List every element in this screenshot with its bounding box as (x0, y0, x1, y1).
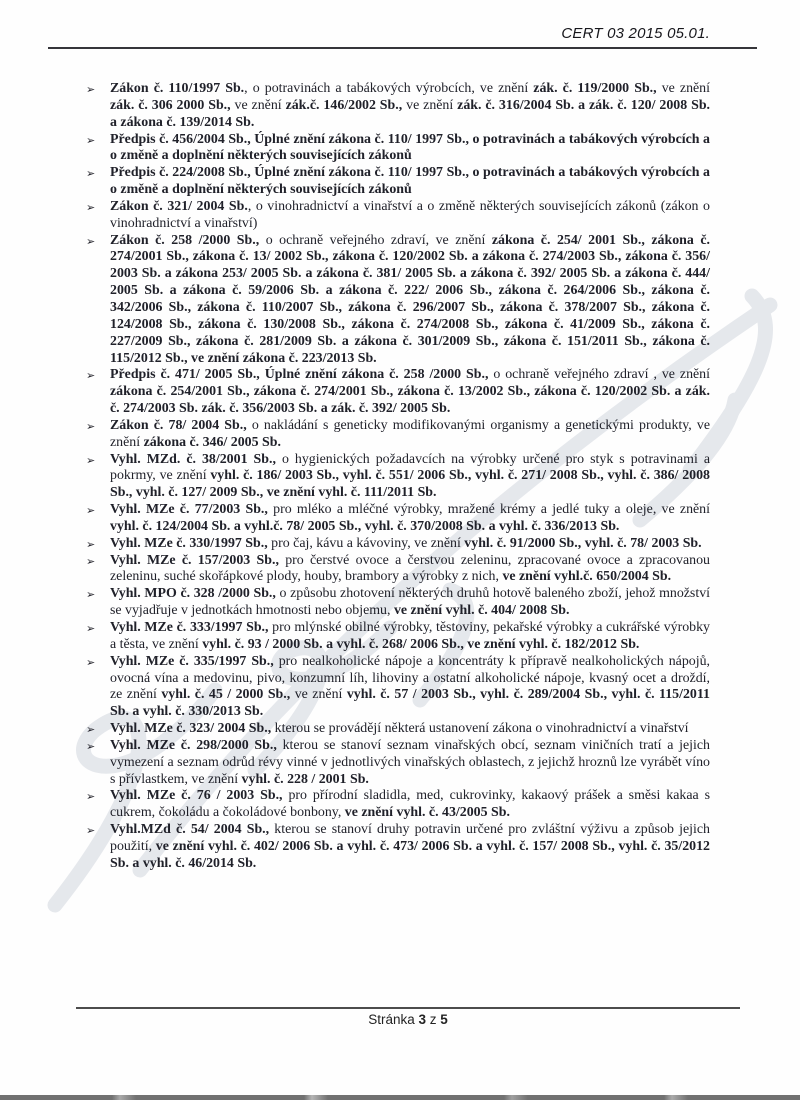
list-item-text: Vyhl. MZe č. 335/1997 Sb., pro nealkoholické nápoje a koncentráty k přípravě nealkoholických nápojů, ovocná vína a medovinu, pivo, konzumní líh, lihoviny a ostatní alkoholické nápoje, kvasný ocet a droždí, ze znění vyhl. č. 45 / 2000 Sb., ve znění vyhl. č. 57 / 2003 Sb., vyhl. č. 289/2004 Sb., vyhl. č. 115/2011 Sb. a vyhl. č. 330/2013 Sb. (110, 653, 710, 720)
list-item-text: Vyhl. MZe č. 157/2003 Sb., pro čerstvé ovoce a čerstvou zeleninu, zpracované ovoce a zpracovanou zeleninu, suché skořápkové plody, houby, brambory a výrobky z nich, ve znění vyhl.č. 650/2004 Sb. (110, 552, 711, 585)
list-item-text: Vyhl. MZe č. 330/1997 Sb., pro čaj, kávu a kávoviny, ve znění vyhl. č. 91/2000 Sb., vyhl. č. 78/ 2003 Sb. (110, 535, 702, 551)
bullet-arrow-icon: ➢ (86, 504, 96, 518)
footer-total-pages: 5 (440, 1012, 448, 1027)
list-item-text: Předpis č. 456/2004 Sb., Úplné znění zákona č. 110/ 1997 Sb., o potravinách a tabákových výrobcích a o změně a doplnění některých souvisejících zákonů (110, 131, 710, 164)
footer-page-label: Stránka (368, 1012, 415, 1027)
bullet-arrow-icon: ➢ (86, 588, 96, 602)
list-item (86, 586, 710, 620)
list-item-text: Vyhl. MZe č. 76 / 2003 Sb., pro přírodní sladidla, med, cukrovinky, kakaový prášek a směsi kakaa s cukrem, čokoládu a čokoládové bonbony, ve znění vyhl. č. 43/2005 Sb. (110, 788, 710, 821)
bullet-arrow-icon: ➢ (86, 453, 96, 467)
bullet-arrow-icon: ➢ (86, 133, 96, 147)
list-item-text: Zákon č. 110/1997 Sb., o potravinách a tabákových výrobcích, ve znění zák. č. 119/2000 Sb., ve znění zák. č. 306 2000 Sb., ve znění zák.č. 146/2002 Sb., ve znění zák. č. 316/2004 Sb. a zák. č. 120/ 2008 Sb. a zákona č. 139/2014 Sb. (110, 81, 711, 130)
list-item (86, 721, 710, 738)
list-item-text: Vyhl.MZd č. 54/ 2004 Sb., kterou se stanoví druhy potravin určené pro zvláštní výživu a způsob jejich použití, ve znění vyhl. č. 402/ 2006 Sb. a vyhl. č. 473/ 2006 Sb. a vyhl. č. 157/ 2008 Sb., vyhl. č. 35/2012 Sb. a vyhl. č. 46/2014 Sb. (110, 822, 710, 871)
bullet-arrow-icon: ➢ (86, 790, 96, 804)
list-item (86, 165, 710, 199)
list-item (86, 822, 710, 873)
footer-page-number: 3 (418, 1012, 426, 1027)
bullet-arrow-icon: ➢ (86, 739, 96, 753)
list-item (86, 552, 711, 587)
list-item-text: Předpis č. 224/2008 Sb., Úplné znění zákona č. 110/ 1997 Sb., o potravinách a tabákových výrobcích a o změně a doplnění některých souvisejících zákonů (110, 165, 710, 198)
list-item-text: Vyhl. MZe č. 323/ 2004 Sb., kterou se provádějí některá ustanovení zákona o vinohradnictví a vinařství (110, 721, 689, 737)
list-item (86, 502, 710, 536)
bullet-arrow-icon: ➢ (86, 167, 96, 181)
bullet-arrow-icon: ➢ (86, 200, 96, 214)
bullet-arrow-icon: ➢ (86, 622, 96, 635)
list-item (86, 367, 710, 418)
list-item-text: Vyhl. MZe č. 333/1997 Sb., pro mlýnské obilné výrobky, těstoviny, pekařské výrobky a cukrářské výrobky a těsta, ve znění vyhl. č. 93 / 2000 Sb. a vyhl. č. 268/ 2006 Sb., ve znění vyhl. č. 182/2012 Sb. (110, 620, 711, 652)
list-item (86, 788, 710, 822)
bullet-arrow-icon: ➢ (86, 234, 96, 248)
list-item (86, 451, 710, 503)
header-rule-divider (48, 47, 757, 49)
list-item-text: Vyhl. MPO č. 328 /2000 Sb., o způsobu zhotovení některých druhů hotově baleného zboží, jehož množství se vyjadřuje v jednotkách hmotnosti nebo objemu, ve znění vyhl. č. 404/ 2008 Sb. (110, 586, 710, 619)
list-item (86, 81, 711, 132)
list-item (86, 198, 710, 233)
list-item (86, 737, 710, 789)
list-item-text: Zákon č. 321/ 2004 Sb., o vinohradnictví a vinařství a o změně některých souvisejících zákonů (zákon o vinohradnictví a vinařství) (110, 198, 710, 231)
list-item-text: Vyhl. MZe č. 298/2000 Sb., kterou se stanoví seznam vinařských obcí, seznam viničních tratí a jejich vymezení a seznam odrůd révy vinné v jednotlivých vinařských oblastech, z jejichž hroznů lze vyrábět víno s přívlastkem, ve znění vyhl. č. 228 / 2001 Sb. (110, 737, 710, 787)
document-code: CERT 03 2015 05.01. (561, 25, 710, 42)
bullet-arrow-icon: ➢ (86, 655, 96, 669)
footer-of-word: z (429, 1012, 437, 1027)
list-item-text: Vyhl. MZd. č. 38/2001 Sb., o hygienických požadavcích na výrobky určené pro styk s potravinami a pokrmy, ve znění vyhl. č. 186/ 2003 Sb., vyhl. č. 551/ 2006 Sb., vyhl. č. 271/ 2008 Sb., vyhl. č. 386/ 2008 Sb., vyhl. č. 127/ 2009 Sb., ve znění vyhl. č. 111/2011 Sb. (110, 451, 710, 501)
bullet-arrow-icon: ➢ (86, 419, 96, 433)
list-item (86, 131, 710, 166)
bullet-arrow-icon: ➢ (86, 537, 96, 551)
list-item (86, 620, 711, 654)
list-item-text: Předpis č. 471/ 2005 Sb., Úplné znění zákona č. 258 /2000 Sb., o ochraně veřejného zdraví , ve znění zákona č. 254/2001 Sb., zákona č. 274/2001 Sb., zákona č. 13/2002 Sb., zákona č. 120/2002 Sb. a zák. č. 274/2003 Sb. zák. č. 356/2003 Sb. a zák. č. 392/ 2005 Sb. (110, 367, 710, 417)
bullet-arrow-icon: ➢ (86, 83, 96, 96)
list-item-text: Zákon č. 258 /2000 Sb., o ochraně veřejného zdraví, ve znění zákona č. 254/ 2001 Sb., zákona č. 274/2001 Sb., zákona č. 13/ 2002 Sb., zákona č. 120/2002 Sb. a zákona č. 274/2003 Sb., zákona č. 356/ 2003 Sb. a zákona 253/ 2005 Sb. a zákona č. 381/ 2005 Sb. a zákona č. 392/ 2005 Sb. a zákona č. 444/ 2005 Sb. a zákona č. 59/2006 Sb. a zákona č. 222/ 2006 Sb., zákona č. 264/2006 Sb., zákona č. 342/2006 Sb., zákona č. 110/2007 Sb., zákona č. 296/2007 Sb., zákona č. 378/2007 Sb., zákona č. 124/2008 Sb., zákona č. 130/2008 Sb., zákona č. 274/2008 Sb., zákona č. 41/2009 Sb., zákona č. 227/2009 Sb., zákona č. 281/2009 Sb. a zákona č. 301/2009 Sb., zákona č. 151/2011 Sb., zákona č. 115/2012 Sb., ve znění zákona č. 223/2013 Sb. (110, 232, 710, 366)
list-item (86, 232, 710, 368)
bullet-arrow-icon: ➢ (86, 824, 96, 838)
law-list (86, 81, 711, 873)
bullet-arrow-icon: ➢ (86, 369, 96, 383)
page-footer (76, 1012, 740, 1027)
list-item (86, 535, 710, 553)
bullet-arrow-icon: ➢ (86, 723, 96, 737)
list-item (86, 417, 711, 452)
list-item-text: Zákon č. 78/ 2004 Sb., o nakládání s geneticky modifikovanými organismy a genetickými produkty, ve znění zákona č. 346/ 2005 Sb. (110, 417, 711, 450)
list-item (86, 653, 710, 721)
footer-rule-divider (76, 1007, 740, 1009)
bullet-arrow-icon: ➢ (86, 554, 96, 568)
list-item-text: Vyhl. MZe č. 77/2003 Sb., pro mléko a mléčné výrobky, mražené krémy a jedlé tuky a oleje, ve znění vyhl. č. 124/2004 Sb. a vyhl.č. 78/ 2005 Sb., vyhl. č. 370/2008 Sb. a vyhl. č. 336/2013 Sb. (110, 502, 710, 534)
scan-edge-artifact (0, 1095, 800, 1100)
